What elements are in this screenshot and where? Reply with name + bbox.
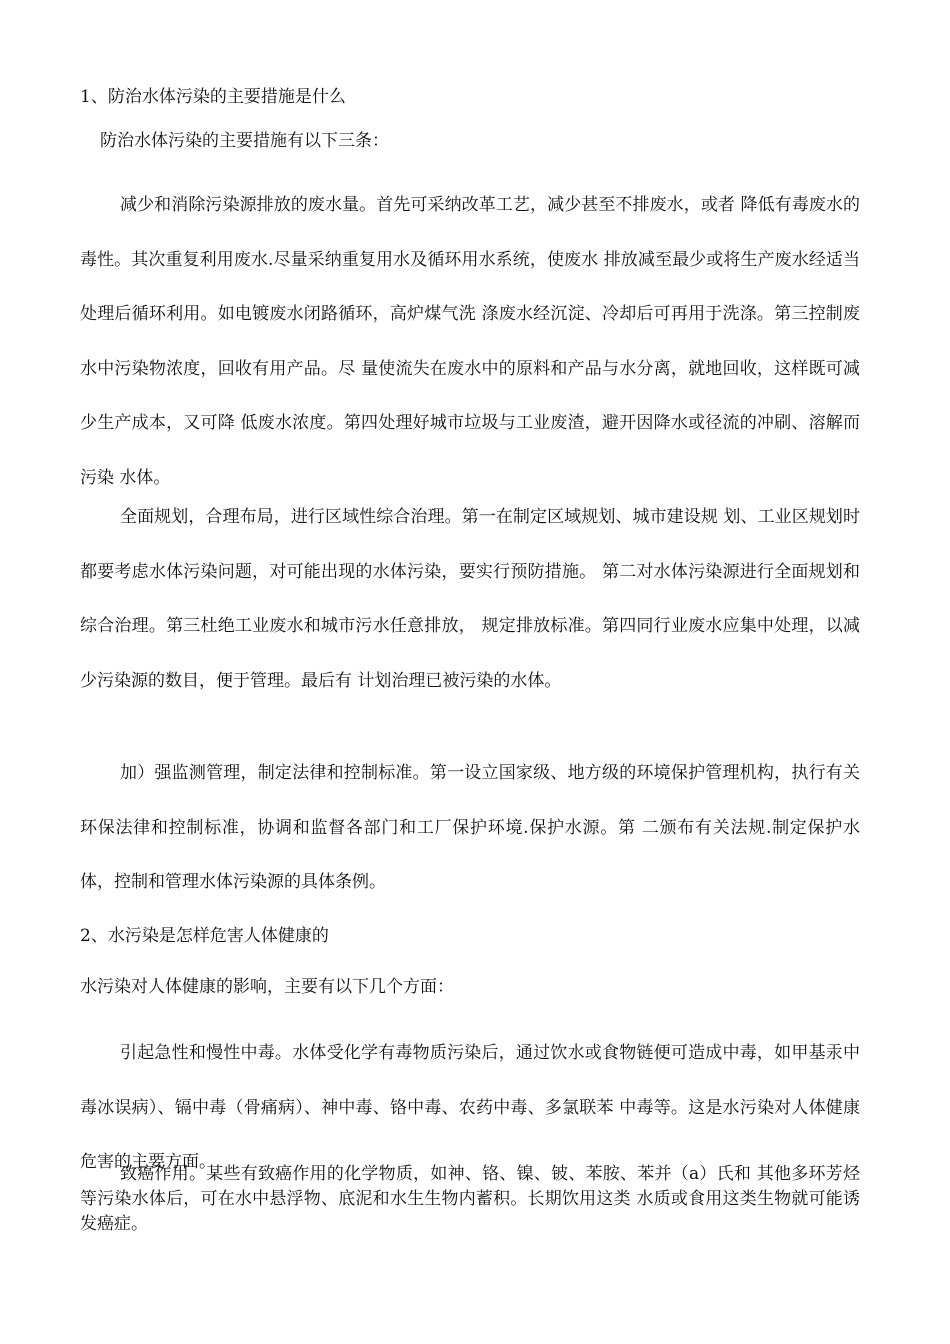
paragraph-monitoring-management: 加）强监测管理，制定法律和控制标准。第一设立国家级、地方级的环境保护管理机构，执行有关环保法律和控制标准，协调和监督各部门和工厂保护环境.保护水源。第 二颁布有关法规.制定保护水体，控制和管理水体污染源的具体条例。 (80, 763, 860, 892)
section-heading-1: 1、防治水体污染的主要措施是什么 (80, 87, 346, 107)
section-intro-2: 水污染对人体健康的影响，主要有以下几个方面： (80, 977, 454, 997)
section-heading-2: 2、水污染是怎样危害人体健康的 (80, 926, 329, 946)
paragraph-carcinogenic: 致癌作用。某些有致癌作用的化学物质，如神、铬、镍、铍、苯胺、苯并（a）氏和 其他多环芳烃等污染水体后，可在水中悬浮物、底泥和水生生物内蓄积。长期饮用这类 水质或食用这类生物就可能诱发癌症。 (80, 1164, 860, 1234)
paragraph-regional-planning: 全面规划，合理布局，进行区域性综合治理。第一在制定区域规划、城市建设规 划、工业区规划时都要考虑水体污染问题，对可能出现的水体污染，要实行预防措施。 第二对水体污染源进行全面规划和综合治理。第三杜绝工业废水和城市污水任意排放， 规定排放标准。第四同行业废水应集中处理，以减少污染源的数目，便于管理。最后有 计划治理已被污染的水体。 (80, 507, 860, 691)
section-intro-1: 防治水体污染的主要措施有以下三条： (100, 131, 389, 151)
paragraph-poisoning: 引起急性和慢性中毒。水体受化学有毒物质污染后，通过饮水或食物链便可造成中毒，如甲基汞中毒冰误病）、镉中毒（骨痛病）、神中毒、铬中毒、农药中毒、多氯联苯 中毒等。这是水污染对人体健康危害的主要方面。 (80, 1043, 860, 1172)
paragraph-reduce-wastewater: 减少和消除污染源排放的废水量。首先可采纳改革工艺，减少甚至不排废水，或者 降低有毒废水的毒性。其次重复利用废水.尽量采纳重复用水及循环用水系统，使废水 排放减至最少或将生产废水经适当处理后循环利用。如电镀废水闭路循环，高炉煤气洗 涤废水经沉淀、冷却后可再用于洗涤。第三控制废水中污染物浓度，回收有用产品。尽 量使流失在废水中的原料和产品与水分离，就地回收，这样既可减少生产成本，又可降 低废水浓度。第四处理好城市垃圾与工业废渣，避开因降水或径流的冲刷、溶解而污染 水体。 (80, 195, 860, 488)
